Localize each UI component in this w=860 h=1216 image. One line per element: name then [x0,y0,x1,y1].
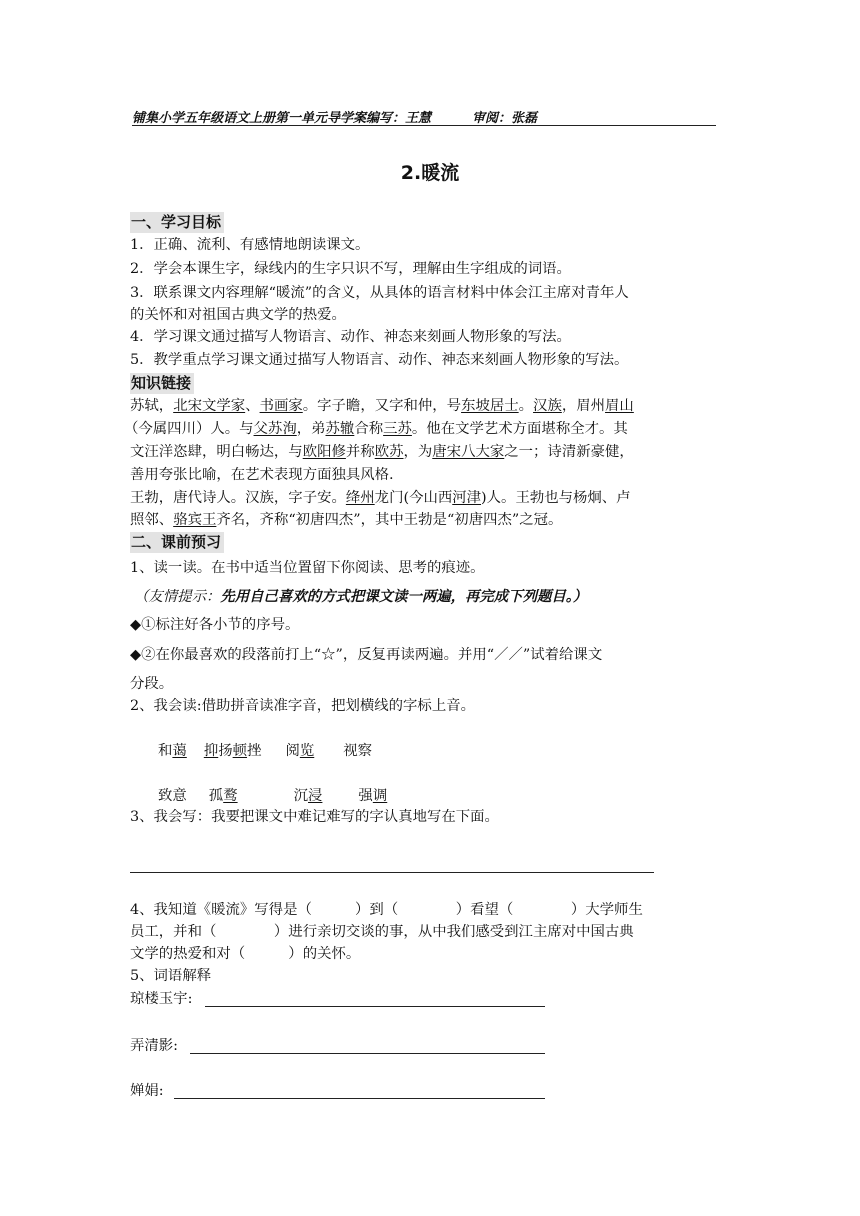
text: 、 [245,398,260,414]
word-char: 孤 [208,788,224,804]
goal-1: 1．正确、流利、有感情地朗读课文。 [130,237,370,253]
link-term: 北宋文学家 [173,398,246,414]
link-term: 书画家 [259,398,303,414]
wang-bo-line-2 [130,510,730,531]
wang-bo-line-1 [130,488,730,509]
link-term: 眉山 [605,398,634,414]
text: ，弟 [296,421,326,437]
section-heading-preview: 二、课前预习 [130,532,224,553]
marked-char: 抑 [203,743,219,759]
text: 合称 [354,421,384,437]
definition-2-label: 弄清影: [130,1038,179,1054]
marked-char: 蔼 [172,743,187,759]
word-char: 挫 [247,743,262,759]
definition-3-line[interactable] [174,1098,545,1099]
section-heading-goals: 一、学习目标 [130,212,224,233]
marked-char: 鹜 [223,788,238,804]
link-term: 绛州 [345,490,375,506]
word: 致意 [158,788,187,804]
text: 。 [518,398,534,414]
su-shi-line-4: 善用夸张比喻，在艺术表现方面独具风格. [130,467,394,483]
marked-char: 浸 [308,788,323,804]
goal-3-line-2: 的关怀和对祖国古典文学的热爱。 [130,307,346,323]
goal-4: 4．学习课文通过描写人物语言、动作、神态来刻画人物形象的写法。 [130,329,571,345]
text: （今属四川）人。与 [124,421,254,437]
section-heading-knowledge: 知识链接 [130,373,194,394]
goal-2: 2．学会本课生字，绿线内的生字只识不写，理解由生字组成的词语。 [130,261,571,277]
header-reviewer: 审阅：张磊 [472,111,538,126]
definition-1-label: 琼楼玉宇: [130,991,193,1007]
link-term: 汉族 [533,398,562,414]
su-shi-line-2 [124,419,724,440]
link-term: 父苏洵 [253,421,297,437]
link-term: 欧阳修 [302,444,346,460]
header-author: 铺集小学五年级语文上册第一单元导学案编写：王慧 [132,111,432,126]
task-4-line-2: 员工，并和（ ）进行亲切交谈的事，从中我们感受到江主席对中国古典 [130,924,634,940]
word-char: 阅 [285,743,300,759]
text: 王勃，唐代诗人。汉族，字子安。 [130,490,346,506]
definition-2-line[interactable] [190,1053,545,1054]
su-shi-line-3 [130,442,730,463]
text: 齐名，齐称“初唐四杰”，其中王勃是“初唐四杰”之冠。 [216,512,563,528]
text: 龙门(今山西 [374,490,453,506]
task-5: 5、词语解释 [130,968,212,984]
text: ，为 [403,444,433,460]
link-term: 东坡居士 [461,398,519,414]
goal-3-line-1: 3．联系课文内容理解“暖流”的含义，从具体的语言材料中体会江主席对青年人 [130,285,629,301]
link-term: 欧苏 [374,444,404,460]
text: 之一；诗清新豪健， [504,444,634,460]
text: 。字子瞻，又字和仲，号 [302,398,462,414]
friendly-tip [134,586,734,608]
text: 文汪洋恣肆，明白畅达，与 [130,444,303,460]
goal-5: 5．教学重点学习课文通过描写人物语言、动作、神态来刻画人物形象的写法。 [130,352,629,368]
tip-text: 先用自己喜欢的方式把课文读一两遍，再完成下列题目。） [220,588,588,605]
bullet-2-line-1: ◆②在你最喜欢的段落前打上“☆”，反复再读两遍。并用“／／”试着给课文 [130,647,603,663]
task-3: 3、我会写：我要把课文中难记难写的字认真地写在下面。 [130,809,499,825]
link-term: 骆宾王 [173,512,217,528]
su-shi-line-1 [130,396,730,417]
definition-3-label: 婵娟: [130,1083,164,1099]
marked-char: 调 [372,788,388,804]
link-term: 苏辙 [325,421,355,437]
marked-char: 顿 [232,743,248,759]
link-term: 三苏 [383,421,412,437]
text: 。他在文学艺术方面堪称全才。其 [411,421,628,437]
page-header [132,107,716,126]
text: ，眉州 [561,398,606,414]
writing-line[interactable] [130,872,654,873]
word-char: 强 [358,788,373,804]
task-1: 1、读一读。在书中适当位置留下你阅读、思考的痕迹。 [130,560,485,576]
word-char: 沉 [293,788,309,804]
bullet-1: ◆①标注好各小节的序号。 [130,617,300,633]
reading-words-row-2 [158,786,758,807]
text: 苏轼， [130,398,174,414]
text: 并称 [345,444,375,460]
definition-1-line[interactable] [205,1006,545,1007]
word-char: 和 [158,743,173,759]
task-4-line-1: 4、我知道《暖流》写得是（ ）到（ ）看望（ ）大学师生 [130,902,643,918]
bullet-2-line-2: 分段。 [130,676,174,692]
task-2: 2、我会读:借助拼音读准字音，把划横线的字标上音。 [130,698,475,714]
word: 视察 [343,743,373,759]
link-term: 河津 [452,490,482,506]
page-title: 2.暖流 [400,162,460,184]
link-term: 唐宋八大家 [432,444,505,460]
tip-label: （友情提示： [134,589,221,605]
reading-words-row-1 [158,741,758,762]
text: )人。王勃也与杨炯、卢 [481,490,631,506]
marked-char: 览 [299,743,315,759]
word-char: 扬 [218,743,233,759]
task-4-line-3: 文学的热爱和对（ ）的关怀。 [130,946,361,962]
text: 照邻、 [130,512,174,528]
